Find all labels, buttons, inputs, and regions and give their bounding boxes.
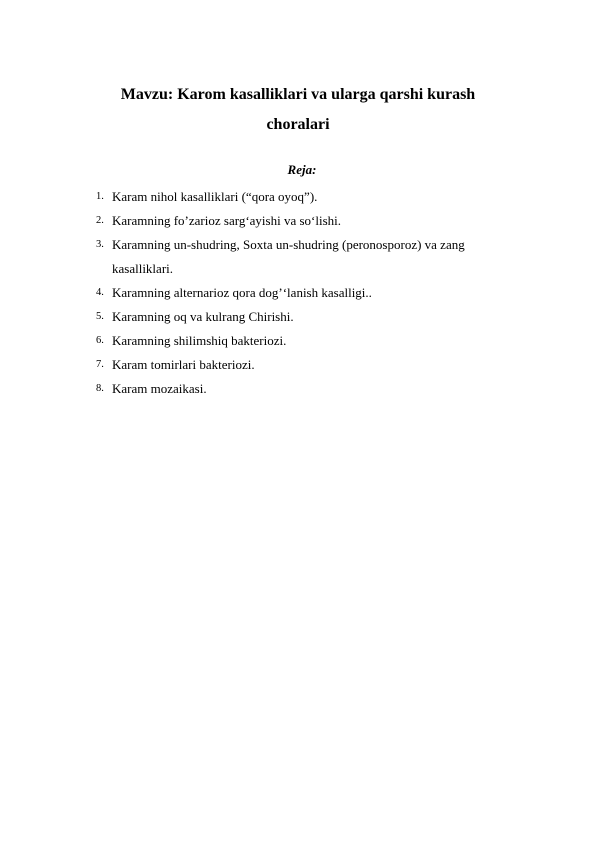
plan-item-text: Karam tomirlari bakteriozi. [112, 357, 255, 372]
plan-item-number: 3. [96, 239, 104, 250]
document-title-line-2: choralari [266, 116, 330, 133]
plan-item-text: Karamning shilimshiq bakteriozi. [112, 333, 287, 348]
plan-item-2 [0, 209, 512, 233]
plan-item-4 [0, 281, 512, 305]
document-title-line-1: Mavzu: Karom kasalliklari va ularga qarshi kurash [120, 86, 476, 103]
plan-item-text: Karam mozaikasi. [112, 381, 207, 396]
plan-item-text: Karamning fo’zarioz sarg‘ayishi va so‘lishi. [112, 213, 341, 228]
plan-item-text: Karamning oq va kulrang Chirishi. [112, 309, 294, 324]
plan-item-number: 5. [96, 311, 104, 322]
plan-heading: Reja: [287, 162, 317, 177]
plan-item-number: 4. [96, 287, 104, 298]
plan-item-number: 6. [96, 335, 104, 346]
plan-item-text: Karam nihol kasalliklari (“qora oyoq”). [112, 189, 318, 204]
plan-item-1 [0, 185, 512, 209]
plan-item-number: 7. [96, 359, 104, 370]
plan-item-number: 1. [96, 191, 104, 202]
plan-item-text: Karamning un-shudring, Soxta un-shudring (peronosporoz) va zang kasalliklari. [112, 237, 465, 276]
plan-item-number: 8. [96, 383, 104, 394]
plan-item-6 [0, 329, 512, 353]
plan-item-text: Karamning alternarioz qora dog’‘lanish kasalligi.. [112, 285, 372, 300]
plan-item-number: 2. [96, 215, 104, 226]
plan-list [0, 185, 512, 401]
plan-item-3 [0, 233, 512, 281]
plan-item-5 [0, 305, 512, 329]
plan-item-7 [0, 353, 512, 377]
plan-item-8 [0, 377, 512, 401]
